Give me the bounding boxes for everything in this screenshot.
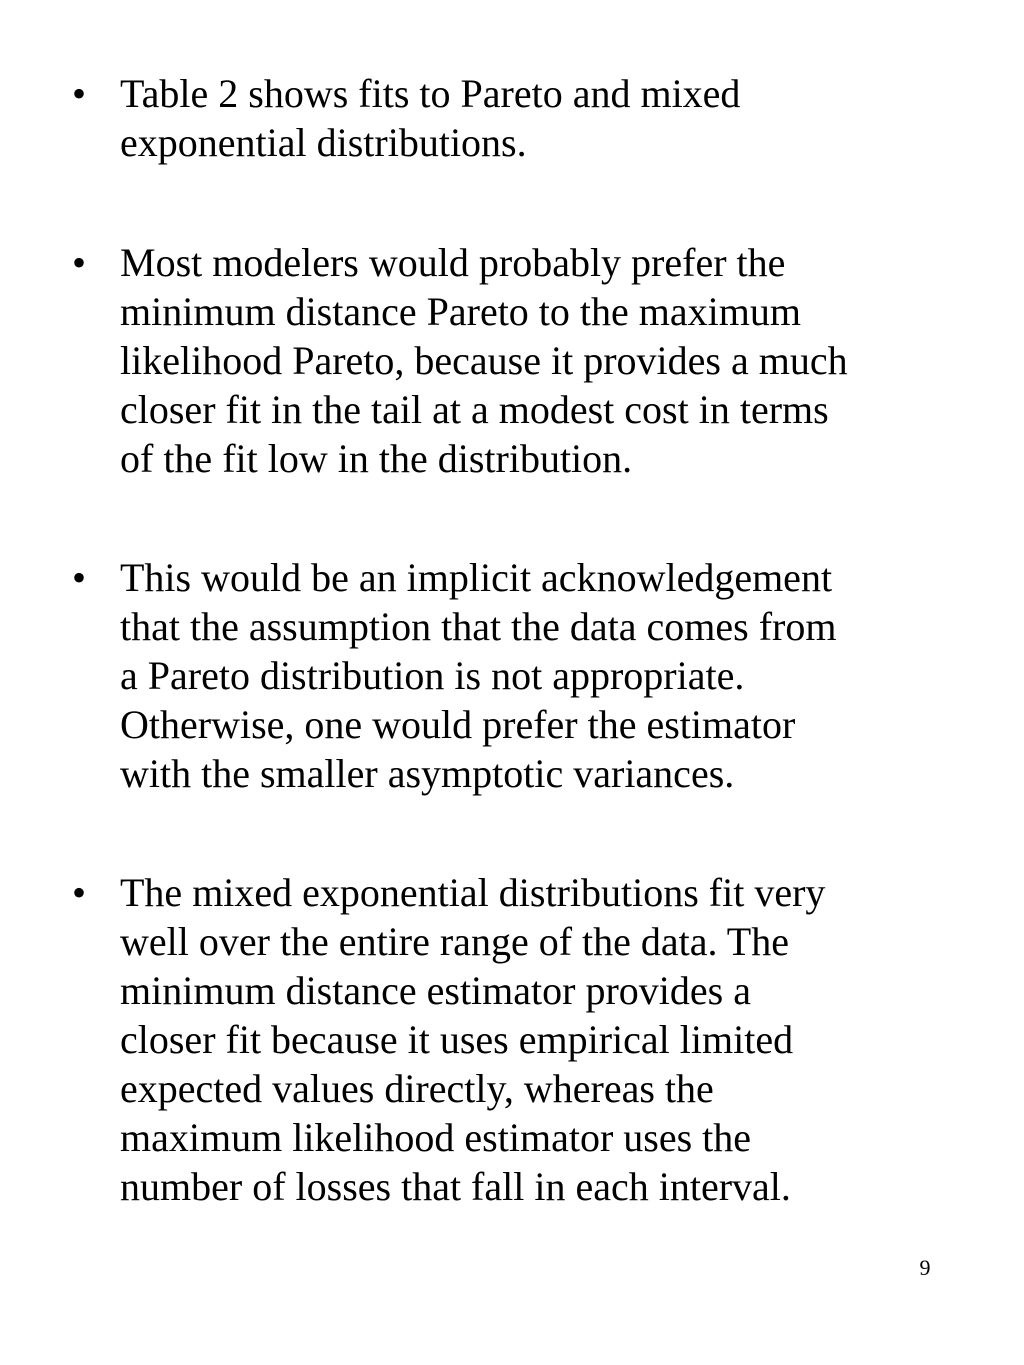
bullet-icon: • [72,870,87,915]
bullet-text: Most modelers would probably prefer the minimum distance Pareto to the maximum likelihood Pareto, because it provides a much closer fit in the tail at a modest cost in terms of the fit low in the distribution. [120,240,848,481]
bullet-icon: • [72,240,87,285]
bullet-text: Table 2 shows fits to Pareto and mixed exponential distributions. [120,71,741,165]
bullet-text: This would be an implicit acknowledgement that the assumption that the data comes from a Pareto distribution is not appropriate. Otherwise, one would prefer the estimator with the smaller asymptotic variances. [120,555,837,796]
bullet-text: The mixed exponential distributions fit very well over the entire range of the data. The minimum distance estimator provides a closer fit because it uses empirical limited expected values directly, whereas the maximum likelihood estimator uses the number of losses that fall in each interval. [120,870,826,1209]
bullet-icon: • [72,555,87,600]
bullet-icon: • [72,71,87,116]
page-number: 9 [919,1255,931,1280]
